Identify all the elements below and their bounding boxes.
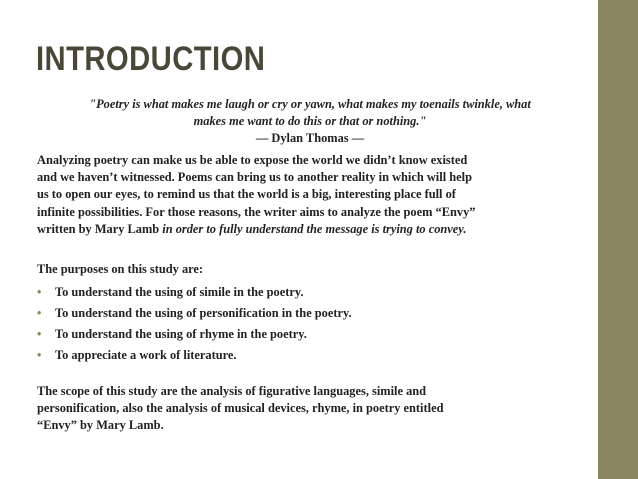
paragraph-line: and we haven’t witnessed. Poems can bring us to another reality in which will help xyxy=(37,170,472,185)
list-item xyxy=(37,324,352,345)
paragraph-plain-text: written by Mary Lamb xyxy=(37,221,163,236)
quote-line-2: makes me want to do this or that or nothing." xyxy=(193,114,427,128)
list-item-text: To understand the using of personification in the poetry. xyxy=(55,306,352,320)
quote xyxy=(40,96,580,130)
list-item-text: To understand the using of rhyme in the poetry. xyxy=(55,327,307,341)
intro-paragraph xyxy=(37,152,597,238)
paragraph-line: us to open our eyes, to remind us that the world is a big, interesting place full of xyxy=(37,187,456,202)
bullet-icon: • xyxy=(37,306,42,320)
purposes-heading: The purposes on this study are: xyxy=(37,262,204,276)
list-item xyxy=(37,282,352,303)
list-item-text: To understand the using of simile in the poetry. xyxy=(55,285,304,299)
scope-paragraph xyxy=(37,383,597,435)
purposes-list xyxy=(37,282,352,366)
list-item xyxy=(37,303,352,324)
quote-attribution: — Dylan Thomas — xyxy=(255,131,365,145)
paragraph-line: personification, also the analysis of musical devices, rhyme, in poetry entitled xyxy=(37,401,444,416)
quote-line-1: "Poetry is what makes me laugh or cry or yawn, what makes my toenails twinkle, what xyxy=(89,97,531,111)
accent-sidebar-bar xyxy=(598,0,638,479)
paragraph-italic-text: in order to fully understand the message is trying to convey. xyxy=(162,221,467,236)
paragraph-line: The scope of this study are the analysis of figurative languages, simile and xyxy=(37,384,427,398)
slide-title: INTRODUCTION xyxy=(36,40,266,78)
bullet-icon: • xyxy=(37,327,42,341)
paragraph-line: infinite possibilities. For those reasons, the writer aims to analyze the poem “Envy” xyxy=(37,204,476,219)
bullet-icon: • xyxy=(37,285,42,299)
list-item xyxy=(37,345,352,366)
paragraph-line xyxy=(37,221,597,238)
paragraph-line: Analyzing poetry can make us be able to expose the world we didn’t know existed xyxy=(37,153,468,167)
paragraph-line: “Envy” by Mary Lamb. xyxy=(37,418,164,433)
list-item-text: To appreciate a work of literature. xyxy=(55,348,237,362)
bullet-icon: • xyxy=(37,348,42,362)
